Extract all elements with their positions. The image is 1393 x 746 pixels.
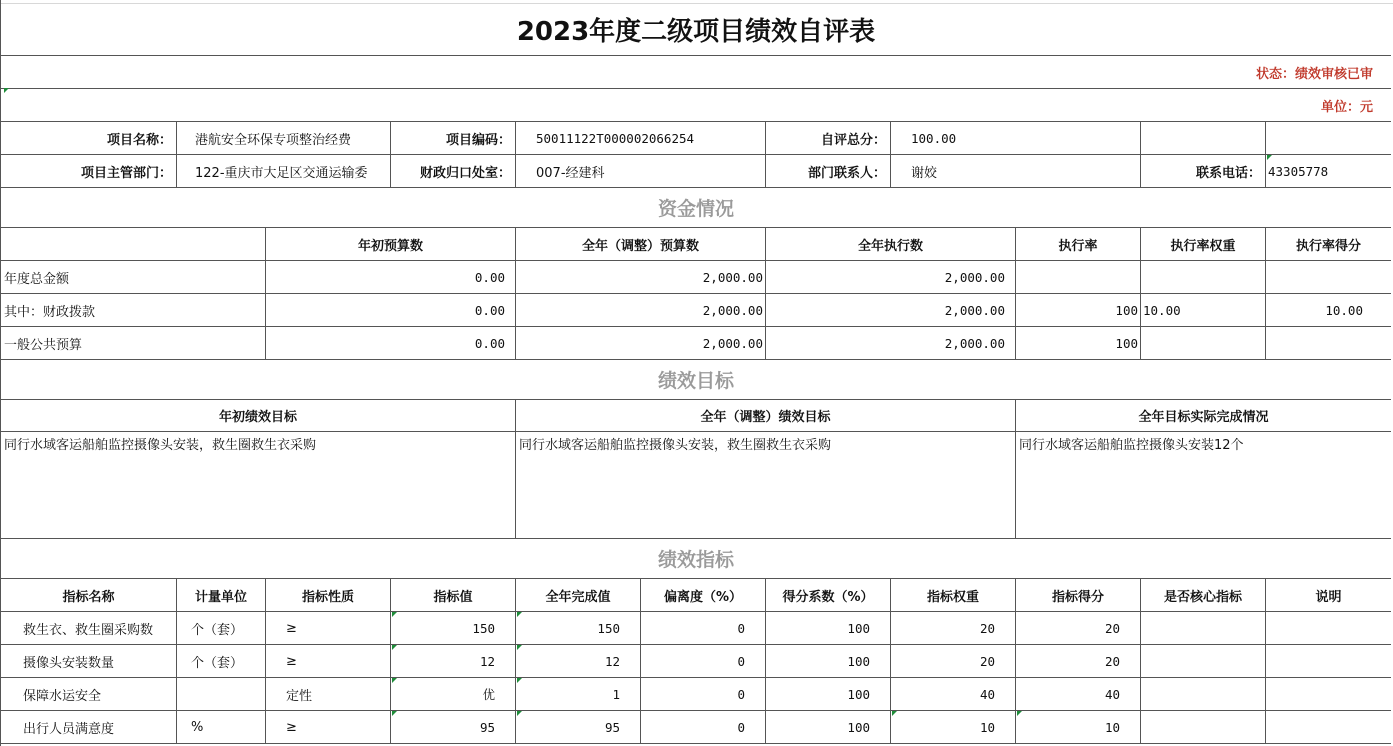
indicator-name[interactable]: 出行人员满意度 [1,711,177,743]
goal-actual-text[interactable]: 同行水域客运船舶监控摄像头安装12个 [1019,438,1244,453]
indicator-cell[interactable] [1266,678,1391,710]
info-row-1 [1,122,1391,155]
dept-value[interactable]: 122-重庆市大足区交通运输委 [177,155,391,187]
finance-value[interactable]: 007-经建科 [516,155,766,187]
indicator-cell[interactable]: 10 [891,711,1016,743]
funds-header [1,228,266,260]
finance-label: 财政归口处室： [391,155,516,187]
indicator-header: 指标名称 [1,579,177,611]
indicator-cell[interactable]: ≥ [266,711,391,743]
indicator-header: 指标得分 [1016,579,1141,611]
indicator-cell[interactable] [1141,711,1266,743]
dept-label: 项目主管部门： [1,155,177,187]
funds-cell[interactable]: 10.00 [1141,294,1266,326]
goal-initial-text[interactable]: 同行水域客运船舶监控摄像头安装，救生圈救生衣采购 [1,432,516,538]
table-row [1,294,1391,327]
indicator-cell[interactable]: 优 [391,678,516,710]
indicator-header: 得分系数（%） [766,579,891,611]
phone-value[interactable]: 43305778 [1268,163,1329,179]
indicator-cell[interactable] [1266,612,1391,644]
indicator-cell[interactable]: 100 [766,612,891,644]
score-value[interactable]: 100.00 [891,122,1141,154]
funds-header: 年初预算数 [266,228,516,260]
funds-header: 全年执行数 [766,228,1016,260]
indicator-cell[interactable] [1266,645,1391,677]
unit-row [1,89,1391,122]
indicator-cell[interactable]: 12 [391,645,516,677]
funds-cell[interactable]: 2,000.00 [516,261,766,293]
cell-indicator-mark [1267,155,1272,160]
indicator-header: 指标值 [391,579,516,611]
indicator-cell[interactable]: 个（套） [177,612,266,644]
indicator-cell[interactable] [177,678,266,710]
indicator-cell[interactable]: 0 [641,711,766,743]
table-row [1,711,1391,744]
title-row [1,3,1391,56]
cell-indicator-mark [1017,711,1022,716]
table-row [1,261,1391,294]
indicator-cell[interactable]: 40 [1016,678,1141,710]
funds-row-label[interactable]: 其中：财政拨款 [1,294,266,326]
goals-values-row [1,432,1391,539]
cell-indicator-mark [392,711,397,716]
indicator-cell[interactable]: 10 [1016,711,1141,743]
indicator-cell[interactable]: ≥ [266,612,391,644]
goals-header-row [1,400,1391,432]
indicator-cell[interactable]: 100 [766,711,891,743]
funds-header: 执行率权重 [1141,228,1266,260]
table-row [1,612,1391,645]
info-row-2 [1,155,1391,188]
cell-indicator-mark [392,645,397,650]
funds-cell[interactable]: 2,000.00 [516,327,766,359]
cell-indicator-mark [392,678,397,683]
indicator-cell[interactable]: 95 [516,711,641,743]
indicator-name[interactable]: 摄像头安装数量 [1,645,177,677]
indicator-cell[interactable]: 20 [1016,645,1141,677]
cell-indicator-mark [517,711,522,716]
status-text: 状态：绩效审核已审 [1255,66,1373,82]
indicator-cell[interactable]: 0 [641,612,766,644]
indicators-section-row [1,539,1391,579]
funds-cell[interactable]: 0.00 [266,294,516,326]
project-name-label: 项目名称： [1,122,177,154]
funds-row-label[interactable]: 一般公共预算 [1,327,266,359]
cell-indicator-mark [4,88,9,93]
project-code-label: 项目编码： [391,122,516,154]
indicator-header: 指标权重 [891,579,1016,611]
indicator-cell[interactable]: 20 [1016,612,1141,644]
funds-cell[interactable]: 2,000.00 [766,261,1016,293]
phone-label: 联系电话： [1141,155,1266,187]
funds-cell[interactable]: 2,000.00 [766,294,1016,326]
goals-header: 全年目标实际完成情况 [1138,410,1269,425]
cell-indicator-mark [517,678,522,683]
funds-cell[interactable]: 2,000.00 [766,327,1016,359]
unit-text: 单位：元 [1320,99,1373,115]
empty-cell[interactable] [1141,122,1266,154]
cell-indicator-mark [392,612,397,617]
funds-header-row [1,228,1391,261]
indicator-cell[interactable]: % [177,711,266,743]
page-title: 2023年度二级项目绩效自评表 [516,16,876,47]
funds-cell[interactable] [1141,261,1266,293]
table-row [1,645,1391,678]
indicator-header: 全年完成值 [516,579,641,611]
indicator-cell[interactable]: 定性 [266,678,391,710]
funds-cell[interactable] [1016,261,1141,293]
indicator-header: 说明 [1315,589,1342,605]
indicator-cell[interactable]: 95 [391,711,516,743]
funds-cell[interactable] [1141,327,1266,359]
indicator-cell[interactable]: 个（套） [177,645,266,677]
goals-header: 年初绩效目标 [1,400,516,431]
funds-cell[interactable]: 100 [1016,327,1141,359]
indicator-cell[interactable]: ≥ [266,645,391,677]
funds-cell[interactable]: 0.00 [266,261,516,293]
contact-label: 部门联系人： [766,155,891,187]
indicator-header: 偏离度（%） [641,579,766,611]
indicator-cell[interactable]: 20 [891,612,1016,644]
indicator-header: 计量单位 [177,579,266,611]
contact-value[interactable]: 谢姣 [891,155,1141,187]
indicator-name[interactable]: 救生衣、救生圈采购数 [1,612,177,644]
indicator-cell[interactable]: 150 [516,612,641,644]
funds-cell[interactable]: 100 [1016,294,1141,326]
cell-indicator-mark [517,612,522,617]
indicator-name[interactable]: 保障水运安全 [1,678,177,710]
funds-section-title: 资金情况 [657,198,734,220]
funds-cell[interactable]: 0.00 [266,327,516,359]
cell-indicator-mark [892,711,897,716]
goals-section-title: 绩效目标 [657,370,734,392]
empty-cell[interactable] [1266,122,1391,154]
indicator-cell[interactable]: 100 [766,645,891,677]
indicator-cell[interactable]: 20 [891,645,1016,677]
goals-header: 全年（调整）绩效目标 [516,400,1016,431]
project-code-value[interactable]: 50011122T000002066254 [516,122,766,154]
table-row [1,327,1391,360]
funds-header: 全年（调整）预算数 [516,228,766,260]
indicator-cell[interactable] [1141,678,1266,710]
indicator-cell[interactable]: 150 [391,612,516,644]
indicator-header: 是否核心指标 [1141,579,1266,611]
indicator-cell[interactable]: 0 [641,645,766,677]
project-name-value[interactable]: 港航安全环保专项整治经费 [177,122,391,154]
indicator-cell[interactable] [1141,645,1266,677]
funds-header: 执行率得分 [1295,238,1361,254]
indicator-cell[interactable]: 0 [641,678,766,710]
funds-row-label[interactable]: 年度总金额 [1,261,266,293]
goals-section-row [1,360,1391,400]
table-row [1,678,1391,711]
funds-section-row [1,188,1391,228]
score-label: 自评总分： [766,122,891,154]
indicator-cell[interactable]: 40 [891,678,1016,710]
funds-cell[interactable]: 2,000.00 [516,294,766,326]
funds-cell[interactable] [1266,327,1391,359]
goal-adjusted-text[interactable]: 同行水域客运船舶监控摄像头安装，救生圈救生衣采购 [516,432,1016,538]
indicator-cell[interactable]: 100 [766,678,891,710]
indicator-cell[interactable] [1141,612,1266,644]
cell-indicator-mark [517,645,522,650]
funds-cell[interactable] [1266,261,1391,293]
status-row [1,56,1391,89]
funds-header: 执行率 [1016,228,1141,260]
indicators-header-row [1,579,1391,612]
indicator-cell[interactable]: 1 [516,678,641,710]
indicator-cell[interactable] [1266,711,1391,743]
funds-cell[interactable]: 10.00 [1325,302,1363,318]
indicator-cell[interactable]: 12 [516,645,641,677]
indicators-section-title: 绩效指标 [657,549,734,571]
indicator-header: 指标性质 [266,579,391,611]
